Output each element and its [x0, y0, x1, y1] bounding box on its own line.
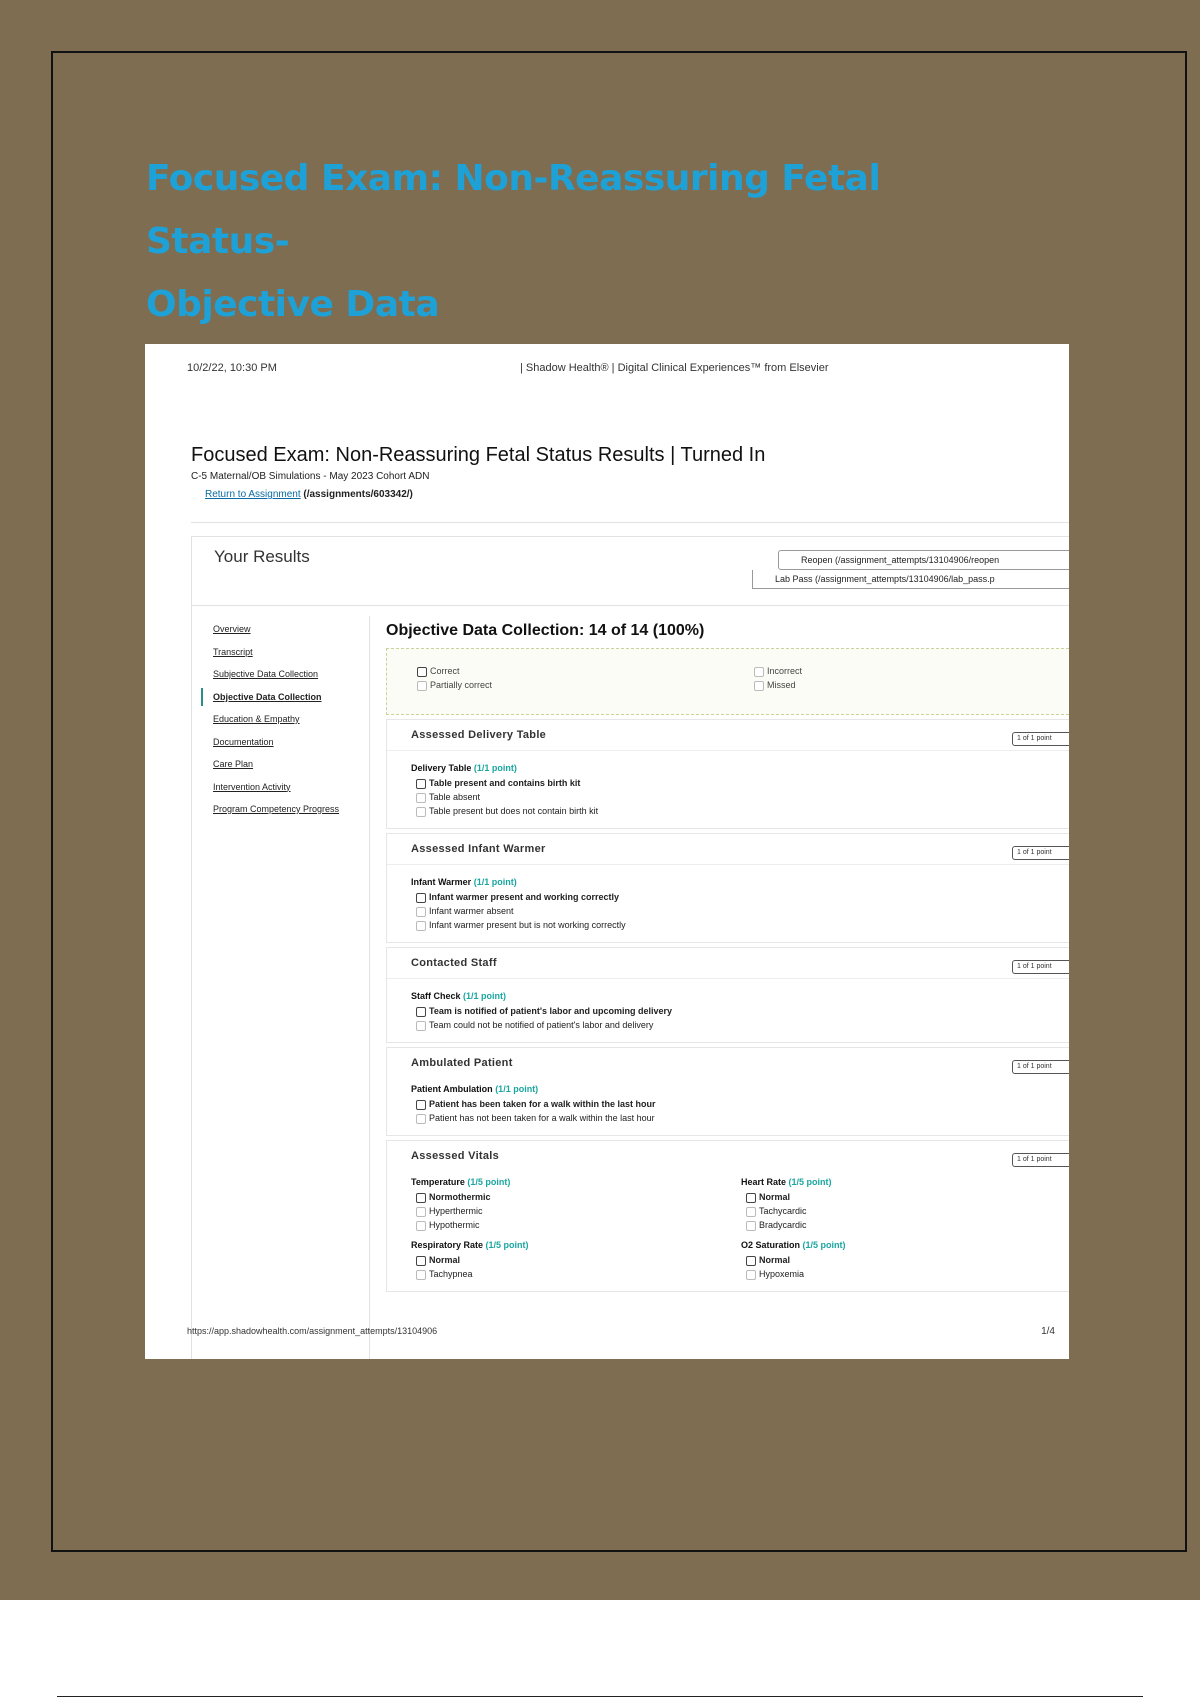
- option-row: Normal: [741, 1253, 1059, 1267]
- nav-overview[interactable]: Overview: [213, 624, 251, 634]
- option-row: Infant warmer present but is not working correctly: [411, 918, 1069, 932]
- option-row: Tachycardic: [741, 1204, 1059, 1218]
- checkbox-icon: [754, 667, 764, 677]
- checkbox-icon: [417, 681, 427, 691]
- document-title-line2: Objective Data: [146, 284, 440, 325]
- checkbox-icon: [746, 1270, 756, 1280]
- checkbox-icon: [416, 1207, 426, 1217]
- checkbox-icon: [416, 1193, 426, 1203]
- results-nav: [205, 622, 339, 825]
- points-badge: 1 of 1 point: [1012, 732, 1069, 746]
- question-label: Patient Ambulation (1/1 point): [411, 1084, 539, 1094]
- option-row: Infant warmer present and working correctly: [411, 890, 1069, 904]
- option-row: Hypoxemia: [741, 1267, 1059, 1281]
- respiratory-rate-group: [411, 1240, 729, 1281]
- checkbox-icon: [746, 1207, 756, 1217]
- print-date: 10/2/22, 10:30 PM: [187, 362, 277, 374]
- results-title: Your Results: [214, 547, 310, 566]
- checkbox-icon: [416, 1114, 426, 1124]
- option-row: Patient has been taken for a walk within the last hour: [411, 1097, 1069, 1111]
- points-badge: 1 of 1 point: [1012, 1153, 1069, 1167]
- return-path: (/assignments/603342/): [303, 489, 413, 500]
- finding-card-vitals: [386, 1140, 1069, 1292]
- points-badge: 1 of 1 point: [1012, 960, 1069, 974]
- heart-rate-group: [729, 1177, 1059, 1232]
- nav-documentation[interactable]: Documentation: [213, 736, 274, 747]
- results-content: [386, 622, 1069, 1292]
- finding-card: [386, 947, 1069, 1043]
- course-name: C-5 Maternal/OB Simulations - May 2023 Cohort ADN: [191, 471, 430, 482]
- screenshot-sheet: [145, 344, 1069, 1359]
- checkbox-icon: [746, 1256, 756, 1266]
- option-row: Hyperthermic: [411, 1204, 729, 1218]
- card-title: Ambulated Patient: [411, 1057, 513, 1069]
- results-header: [191, 536, 1069, 606]
- checkbox-icon: [416, 921, 426, 931]
- nav-objective-data[interactable]: Objective Data Collection: [205, 690, 339, 713]
- question-label: Respiratory Rate (1/5 point): [411, 1240, 529, 1250]
- points-badge: 1 of 1 point: [1012, 1060, 1069, 1074]
- option-row: Bradycardic: [741, 1218, 1059, 1232]
- temperature-group: [411, 1177, 729, 1232]
- option-row: Normothermic: [411, 1190, 729, 1204]
- checkbox-icon: [416, 807, 426, 817]
- legend-incorrect: Incorrect: [754, 666, 802, 677]
- legend: [386, 648, 1069, 715]
- o2-saturation-group: [729, 1240, 1059, 1281]
- checkbox-icon: [416, 907, 426, 917]
- nav-subjective-data[interactable]: Subjective Data Collection: [213, 669, 319, 679]
- question-label: Infant Warmer (1/1 point): [411, 877, 517, 887]
- checkbox-icon: [746, 1193, 756, 1203]
- return-row: [205, 489, 413, 500]
- legend-missed: Missed: [754, 680, 796, 691]
- checkbox-icon: [416, 793, 426, 803]
- checkbox-icon: [416, 1256, 426, 1266]
- checkbox-icon: [754, 681, 764, 691]
- left-border: [191, 604, 192, 1359]
- card-title: Assessed Infant Warmer: [411, 843, 546, 855]
- option-row: Table present but does not contain birth kit: [411, 804, 1069, 818]
- option-row: Normal: [741, 1190, 1059, 1204]
- section-title: Objective Data Collection: 14 of 14 (100%): [386, 622, 705, 639]
- option-row: Infant warmer absent: [411, 904, 1069, 918]
- nav-education-empathy[interactable]: Education & Empathy: [213, 714, 300, 724]
- legend-partially-correct: Partially correct: [417, 680, 492, 691]
- divider: [191, 522, 1069, 523]
- checkbox-icon: [416, 1021, 426, 1031]
- card-title: Assessed Delivery Table: [411, 729, 547, 741]
- return-to-assignment-link[interactable]: Return to Assignment: [205, 489, 301, 500]
- lab-pass-button[interactable]: Lab Pass (/assignment_attempts/13104906/lab_pass.p: [752, 570, 1069, 589]
- nav-intervention-activity[interactable]: Intervention Activity: [213, 781, 291, 792]
- nav-program-competency[interactable]: Program Competency Progress: [213, 804, 340, 814]
- finding-card: [386, 719, 1069, 829]
- card-title: Assessed Vitals: [411, 1150, 500, 1162]
- print-site-header: | Shadow Health® | Digital Clinical Experiences™ from Elsevier: [520, 362, 829, 374]
- print-page-number: 1/4: [1041, 1326, 1055, 1337]
- card-title: Contacted Staff: [411, 957, 497, 969]
- option-row: Tachypnea: [411, 1267, 729, 1281]
- legend-correct: Correct: [417, 666, 460, 677]
- nav-transcript[interactable]: Transcript: [213, 646, 253, 657]
- option-row: Hypothermic: [411, 1218, 729, 1232]
- question-label: O2 Saturation (1/5 point): [741, 1240, 846, 1250]
- option-row: Table absent: [411, 790, 1069, 804]
- question-label: Heart Rate (1/5 point): [741, 1177, 832, 1187]
- print-footer-url: https://app.shadowhealth.com/assignment_attempts/13104906: [187, 1326, 438, 1336]
- option-row: Team is notified of patient's labor and upcoming delivery: [411, 1004, 1069, 1018]
- checkbox-icon: [416, 1270, 426, 1280]
- option-row: Normal: [411, 1253, 729, 1267]
- checkbox-icon: [416, 1007, 426, 1017]
- option-row: Team could not be notified of patient's labor and delivery: [411, 1018, 1069, 1032]
- finding-card: [386, 1047, 1069, 1136]
- page-title: Focused Exam: Non-Reassuring Fetal Status Results | Turned In: [191, 444, 766, 466]
- checkbox-icon: [416, 1221, 426, 1231]
- points-badge: 1 of 1 point: [1012, 846, 1069, 860]
- checkbox-icon: [416, 779, 426, 789]
- reopen-button[interactable]: Reopen (/assignment_attempts/13104906/reopen: [778, 550, 1069, 570]
- option-row: Table present and contains birth kit: [411, 776, 1069, 790]
- footer-rule: [57, 1696, 1143, 1697]
- nav-care-plan[interactable]: Care Plan: [213, 759, 254, 769]
- option-row: Patient has not been taken for a walk within the last hour: [411, 1111, 1069, 1125]
- checkbox-icon: [416, 1100, 426, 1110]
- nav-divider: [369, 616, 370, 1359]
- checkbox-icon: [417, 667, 427, 677]
- checkbox-icon: [416, 893, 426, 903]
- finding-card: [386, 833, 1069, 943]
- document-title: [146, 147, 1026, 336]
- question-label: Delivery Table (1/1 point): [411, 763, 517, 773]
- question-label: Temperature (1/5 point): [411, 1177, 511, 1187]
- document-title-line1: Focused Exam: Non-Reassuring Fetal Status-: [146, 158, 881, 262]
- question-label: Staff Check (1/1 point): [411, 991, 507, 1001]
- checkbox-icon: [746, 1221, 756, 1231]
